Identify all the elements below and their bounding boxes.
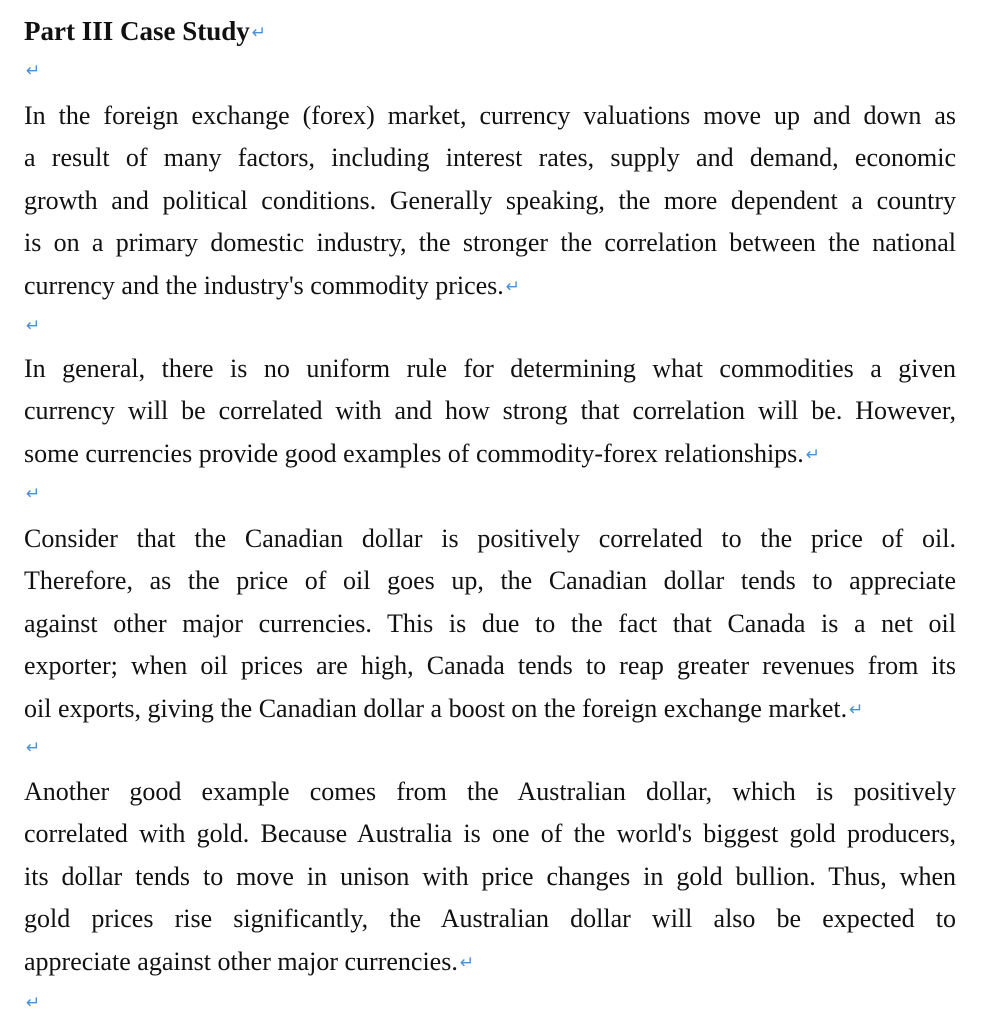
text-line: against other major currencies. This is due to the fact that Canada is a net oil xyxy=(24,608,956,638)
text-line: correlated with gold. Because Australia is one of the world's biggest gold producers, xyxy=(24,819,956,849)
paragraph-mark-icon: ↵ xyxy=(251,23,267,43)
text-line: appreciate against other major currencies. xyxy=(24,946,458,976)
text-line: In general, there is no uniform rule for determining what commodities a given xyxy=(24,354,956,383)
empty-paragraph-mark-icon: ↵ xyxy=(26,738,41,758)
empty-paragraph-mark-icon: ↵ xyxy=(26,316,41,336)
empty-paragraph-mark-icon: ↵ xyxy=(26,61,41,81)
text-line: is on a primary domestic industry, the stronger the correlation between the national xyxy=(24,228,956,258)
text-line: a result of many factors, including interest rates, supply and demand, economic xyxy=(24,143,956,173)
text-line: Therefore, as the price of oil goes up, the Canadian dollar tends to appreciate xyxy=(24,566,956,596)
paragraph-1 xyxy=(24,95,956,308)
text-line: Another good example comes from the Australian dollar, which is positively xyxy=(24,777,956,806)
text-line: oil exports, giving the Canadian dollar a boost on the foreign exchange market. xyxy=(24,693,848,723)
paragraph-mark-icon: ↵ xyxy=(805,444,821,465)
text-line-last xyxy=(24,941,956,984)
text-line: currency will be correlated with and how strong that correlation will be. However, xyxy=(24,396,956,426)
text-line-last xyxy=(24,688,956,731)
paragraph-mark-icon: ↵ xyxy=(459,952,475,973)
text-line-last xyxy=(24,265,956,308)
text-line: some currencies provide good examples of commodity-forex relationships. xyxy=(24,438,804,468)
document-title xyxy=(24,14,266,50)
document-title-text: Part III Case Study xyxy=(24,16,250,46)
text-line: its dollar tends to move in unison with price changes in gold bullion. Thus, when xyxy=(24,861,956,891)
paragraph-3 xyxy=(24,518,956,731)
text-line: growth and political conditions. Generally speaking, the more dependent a country xyxy=(24,185,956,215)
paragraph-2 xyxy=(24,348,956,476)
paragraph-4 xyxy=(24,771,956,984)
paragraph-mark-icon: ↵ xyxy=(505,276,521,297)
empty-paragraph-mark-icon: ↵ xyxy=(26,484,41,504)
text-line: In the foreign exchange (forex) market, currency valuations move up and down as xyxy=(24,101,956,130)
empty-paragraph-mark-icon: ↵ xyxy=(26,993,41,1013)
paragraph-mark-icon: ↵ xyxy=(849,699,864,720)
text-line: Consider that the Canadian dollar is positively correlated to the price of oil. xyxy=(24,524,956,553)
text-line: gold prices rise significantly, the Australian dollar will also be expected to xyxy=(24,904,956,934)
text-line: currency and the industry's commodity prices. xyxy=(24,270,504,300)
text-line: exporter; when oil prices are high, Canada tends to reap greater revenues from its xyxy=(24,651,956,681)
text-line-last xyxy=(24,433,956,476)
